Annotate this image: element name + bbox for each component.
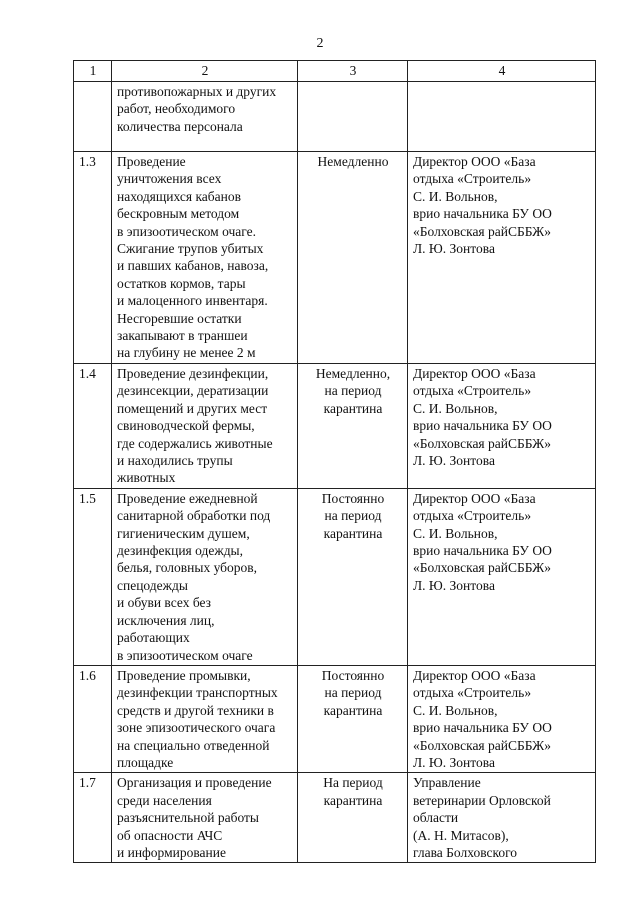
table-row	[74, 488, 596, 665]
timing-cell: Немедленно	[298, 152, 408, 364]
row-number: 1.3	[74, 152, 112, 364]
header-col-3: 3	[298, 61, 408, 82]
header-col-2: 2	[112, 61, 298, 82]
row-number	[74, 82, 112, 152]
responsible-cell: Управление ветеринарии Орловской области (А. Н. Митасов), глава Болховского	[408, 773, 596, 863]
timing-cell: Постоянно на период карантина	[298, 665, 408, 772]
responsible-cell: Директор ООО «База отдыха «Строитель» С. И. Вольнов, врио начальника БУ ОО «Болховская райСББЖ» Л. Ю. Зонтова	[408, 364, 596, 489]
table-row	[74, 773, 596, 863]
responsible-cell: Директор ООО «База отдыха «Строитель» С. И. Вольнов, врио начальника БУ ОО «Болховская райСББЖ» Л. Ю. Зонтова	[408, 665, 596, 772]
table-row	[74, 364, 596, 489]
row-number: 1.5	[74, 488, 112, 665]
row-number: 1.6	[74, 665, 112, 772]
timing-cell	[298, 82, 408, 152]
measures-table	[73, 60, 596, 863]
row-number: 1.7	[74, 773, 112, 863]
row-number: 1.4	[74, 364, 112, 489]
header-col-1: 1	[74, 61, 112, 82]
timing-cell: На период карантина	[298, 773, 408, 863]
timing-cell: Постоянно на период карантина	[298, 488, 408, 665]
responsible-cell	[408, 82, 596, 152]
action-cell: противопожарных и других работ, необходимого количества персонала	[112, 82, 298, 152]
responsible-cell: Директор ООО «База отдыха «Строитель» С. И. Вольнов, врио начальника БУ ОО «Болховская райСББЖ» Л. Ю. Зонтова	[408, 488, 596, 665]
header-col-4: 4	[408, 61, 596, 82]
action-cell: Проведение ежедневной санитарной обработки под гигиеническим душем, дезинфекция одежды, белья, головных уборов, спецодежды и обуви всех без исключения лиц, работающих в эпизоотическом очаге	[112, 488, 298, 665]
responsible-cell: Директор ООО «База отдыха «Строитель» С. И. Вольнов, врио начальника БУ ОО «Болховская райСББЖ» Л. Ю. Зонтова	[408, 152, 596, 364]
action-cell: Организация и проведение среди населения разъяснительной работы об опасности АЧС и информирование	[112, 773, 298, 863]
table-row	[74, 152, 596, 364]
table-row	[74, 665, 596, 772]
header-row	[74, 61, 596, 82]
action-cell: Проведение уничтожения всех находящихся кабанов бескровным методом в эпизоотическом очаге. Сжигание трупов убитых и павших кабанов, навоза, остатков кормов, тары и малоценного инвентаря. Несгоревшие остатки закапывают в траншеи на глубину не менее 2 м	[112, 152, 298, 364]
table-row	[74, 82, 596, 152]
timing-cell: Немедленно, на период карантина	[298, 364, 408, 489]
action-cell: Проведение дезинфекции, дезинсекции, дератизации помещений и других мест свиноводческой фермы, где содержались животные и находились трупы животных	[112, 364, 298, 489]
action-cell: Проведение промывки, дезинфекции транспортных средств и другой техники в зоне эпизоотического очага на специально отведенной площадке	[112, 665, 298, 772]
page-number: 2	[316, 36, 324, 51]
